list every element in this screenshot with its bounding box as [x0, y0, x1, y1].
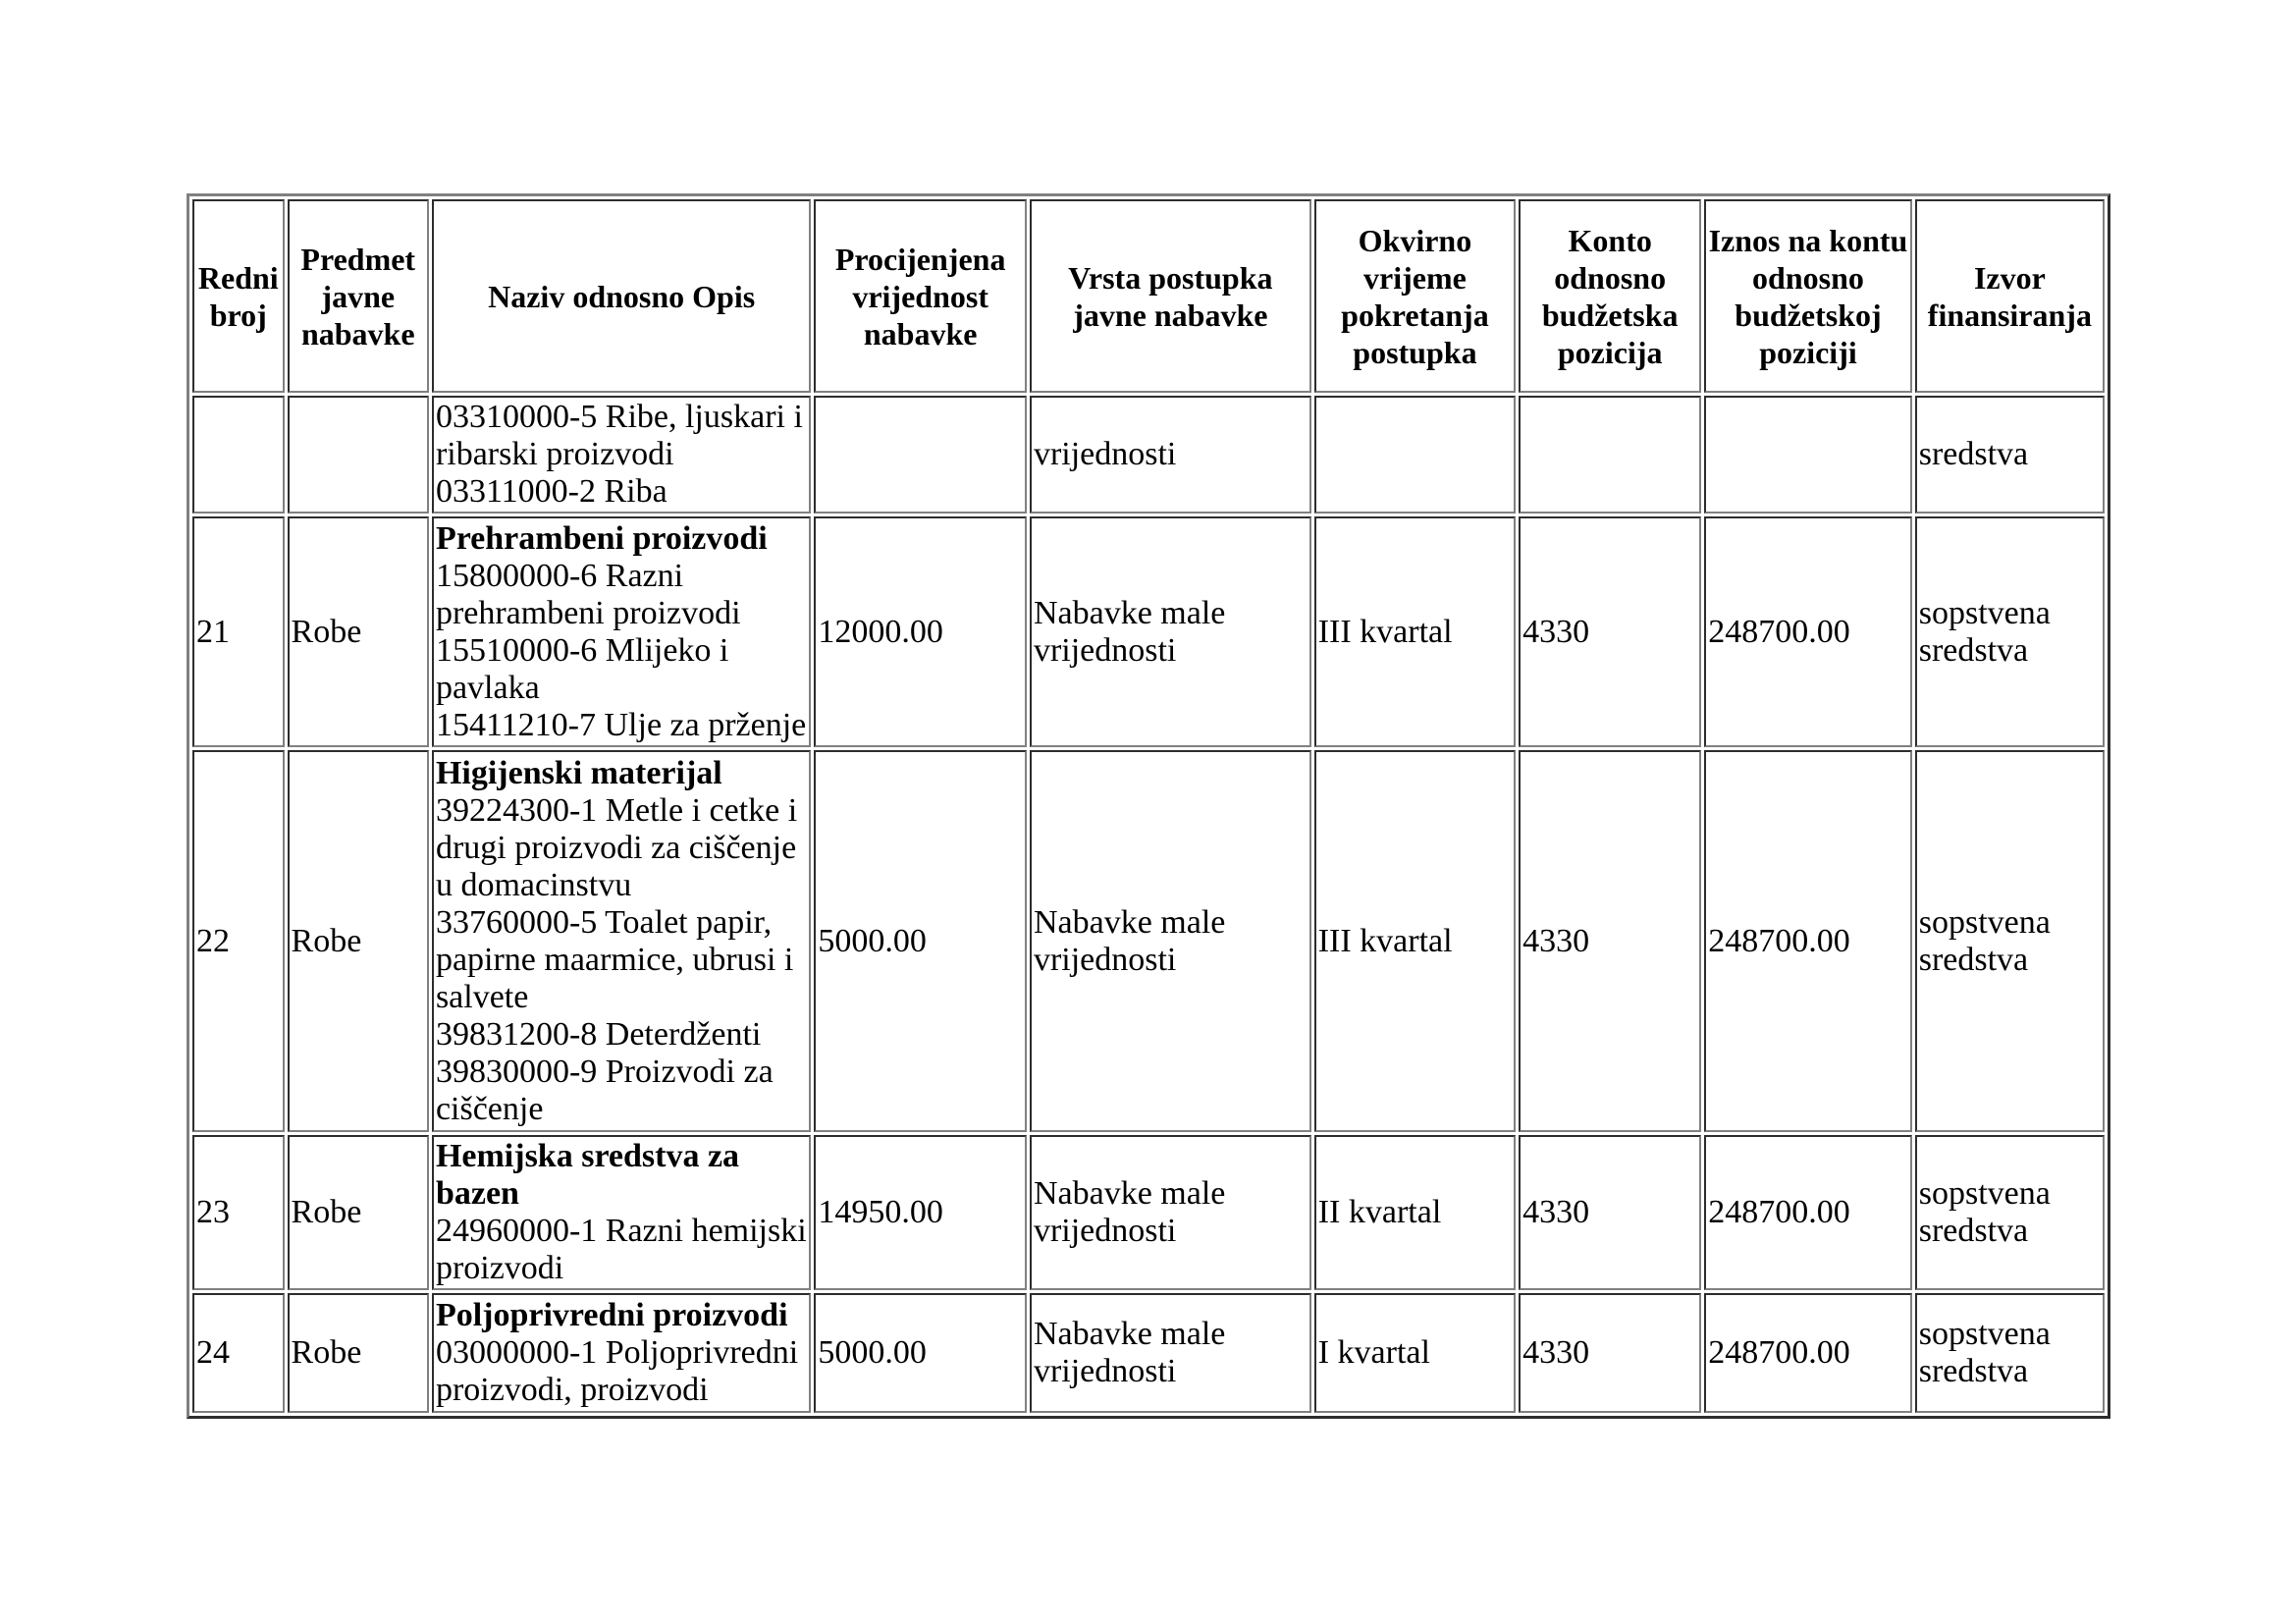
- header-redni-broj: Redni broj: [192, 199, 285, 393]
- izvor-line: sopstvena: [1918, 1316, 2051, 1352]
- procurement-plan-table: [187, 193, 2110, 1419]
- izvor-line: sredstva: [1918, 1353, 2029, 1389]
- table-row: [192, 516, 2105, 747]
- naziv-line: 15800000-6 Razni prehrambeni proizvodi: [435, 557, 741, 631]
- cell-vrijeme: III kvartal: [1314, 516, 1516, 747]
- cell-vrsta: [1030, 1135, 1311, 1290]
- cell-izvor: [1915, 750, 2105, 1132]
- vrsta-line: vrijednosti: [1033, 1213, 1177, 1249]
- cell-vrijednost: [814, 396, 1027, 514]
- naziv-line: 39830000-9 Proizvodi za ciščenje: [435, 1053, 774, 1127]
- header-okvirno-vrijeme: Okvirno vrijeme pokretanja postupka: [1314, 199, 1516, 393]
- cell-naziv: [432, 396, 811, 514]
- header-vrsta-postupka: Vrsta postupka javne nabavke: [1030, 199, 1311, 393]
- naziv-line: 24960000-1 Razni hemijski proizvodi: [435, 1213, 807, 1286]
- cell-iznos: [1704, 396, 1912, 514]
- naziv-line: 33760000-5 Toalet papir, papirne maarmice, ubrusi i salvete: [435, 903, 794, 1015]
- naziv-line: 03310000-5 Ribe, ljuskari i ribarski proizvodi: [435, 399, 803, 472]
- cell-vrijednost: 12000.00: [814, 516, 1027, 747]
- vrsta-line: vrijednosti: [1033, 631, 1177, 669]
- cell-broj: 22: [192, 750, 285, 1132]
- table-header-row: [192, 199, 2105, 393]
- naziv-line: 15411210-7 Ulje za prženje: [435, 706, 807, 743]
- cell-izvor: [1915, 516, 2105, 747]
- naziv-title: Prehrambeni proizvodi: [435, 519, 768, 557]
- header-vrijednost: Procijenjena vrijednost nabavke: [814, 199, 1027, 393]
- izvor-line: sopstvena: [1918, 1175, 2051, 1212]
- izvor-line: sredstva: [1918, 1213, 2029, 1249]
- cell-broj: [192, 396, 285, 514]
- cell-vrijeme: III kvartal: [1314, 750, 1516, 1132]
- procurement-plan-page: [187, 193, 2110, 1419]
- cell-konto: 4330: [1519, 516, 1701, 747]
- cell-naziv: [432, 516, 811, 747]
- cell-izvor: [1915, 1135, 2105, 1290]
- cell-predmet: Robe: [288, 516, 429, 747]
- naziv-title: Hemijska sredstva za bazen: [435, 1138, 740, 1212]
- cell-konto: 4330: [1519, 1293, 1701, 1413]
- cell-vrijednost: 5000.00: [814, 1293, 1027, 1413]
- cell-predmet: Robe: [288, 750, 429, 1132]
- cell-vrijeme: I kvartal: [1314, 1293, 1516, 1413]
- izvor-line: sredstva: [1918, 631, 2029, 669]
- naziv-line: 03311000-2 Riba: [435, 473, 667, 510]
- table-row: [192, 1293, 2105, 1413]
- header-naziv: Naziv odnosno Opis: [432, 199, 811, 393]
- naziv-line: 39224300-1 Metle i cetke i drugi proizvodi za ciščenje u domacinstvu: [435, 791, 798, 903]
- izvor-line: sredstva: [1918, 941, 2029, 978]
- header-iznos: Iznos na kontu odnosno budžetskoj poziciji: [1704, 199, 1912, 393]
- table-row: [192, 1135, 2105, 1290]
- table-row: [192, 396, 2105, 514]
- cell-konto: 4330: [1519, 750, 1701, 1132]
- cell-predmet: Robe: [288, 1293, 429, 1413]
- vrsta-line: vrijednosti: [1033, 941, 1177, 978]
- izvor-line: sopstvena: [1918, 594, 2051, 631]
- vrsta-line: Nabavke male: [1033, 594, 1226, 631]
- vrsta-line: vrijednosti: [1033, 1353, 1177, 1389]
- vrsta-line: Nabavke male: [1033, 1316, 1226, 1352]
- cell-vrsta: [1030, 1293, 1311, 1413]
- cell-konto: [1519, 396, 1701, 514]
- vrsta-line: Nabavke male: [1033, 1175, 1226, 1212]
- cell-vrijeme: [1314, 396, 1516, 514]
- cell-predmet: [288, 396, 429, 514]
- cell-izvor: [1915, 396, 2105, 514]
- cell-broj: 21: [192, 516, 285, 747]
- cell-naziv: [432, 1135, 811, 1290]
- cell-broj: 23: [192, 1135, 285, 1290]
- cell-vrijednost: 14950.00: [814, 1135, 1027, 1290]
- cell-iznos: 248700.00: [1704, 1135, 1912, 1290]
- header-predmet: Predmet javne nabavke: [288, 199, 429, 393]
- vrsta-line: vrijednosti: [1033, 436, 1177, 472]
- header-konto: Konto odnosno budžetska pozicija: [1519, 199, 1701, 393]
- cell-konto: 4330: [1519, 1135, 1701, 1290]
- cell-naziv: [432, 1293, 811, 1413]
- cell-naziv: [432, 750, 811, 1132]
- cell-vrsta: [1030, 750, 1311, 1132]
- cell-iznos: 248700.00: [1704, 750, 1912, 1132]
- cell-broj: 24: [192, 1293, 285, 1413]
- naziv-title: Higijenski materijal: [435, 754, 722, 791]
- naziv-line: 15510000-6 Mlijeko i pavlaka: [435, 631, 729, 706]
- naziv-title: Poljoprivredni proizvodi: [435, 1297, 788, 1333]
- naziv-line: 03000000-1 Poljoprivredni proizvodi, proizvodi: [435, 1334, 799, 1408]
- naziv-line: 39831200-8 Deterdženti: [435, 1015, 762, 1053]
- cell-iznos: 248700.00: [1704, 1293, 1912, 1413]
- cell-vrsta: [1030, 396, 1311, 514]
- izvor-line: sredstva: [1918, 436, 2029, 472]
- cell-predmet: Robe: [288, 1135, 429, 1290]
- izvor-line: sopstvena: [1918, 903, 2051, 941]
- cell-vrijeme: II kvartal: [1314, 1135, 1516, 1290]
- cell-izvor: [1915, 1293, 2105, 1413]
- vrsta-line: Nabavke male: [1033, 903, 1226, 941]
- header-izvor: Izvor finansiranja: [1915, 199, 2105, 393]
- cell-iznos: 248700.00: [1704, 516, 1912, 747]
- table-row: [192, 750, 2105, 1132]
- cell-vrsta: [1030, 516, 1311, 747]
- cell-vrijednost: 5000.00: [814, 750, 1027, 1132]
- table-body: [192, 396, 2105, 1413]
